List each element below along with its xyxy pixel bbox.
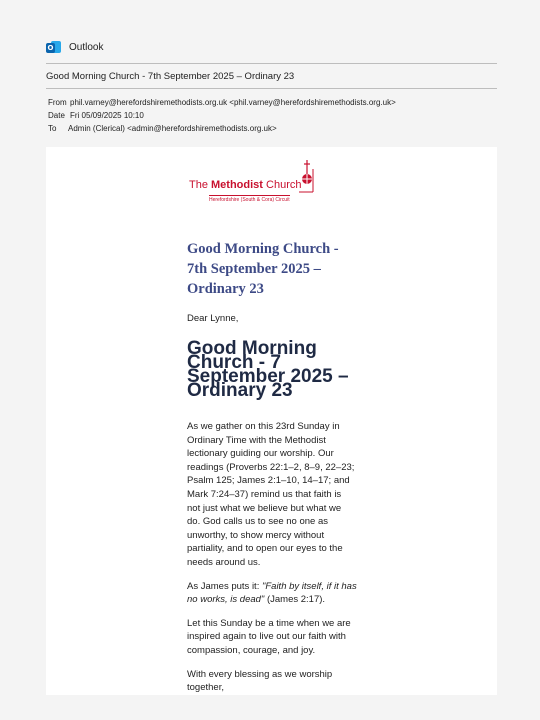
- date-row: [48, 109, 396, 122]
- inspiration-paragraph: Let this Sunday be a time when we are inspired again to live out our faith with compassion, courage, and joy.: [187, 617, 351, 656]
- from-label: From: [48, 98, 67, 107]
- date-label: Date: [48, 111, 65, 120]
- date-value: Fri 05/09/2025 10:10: [70, 111, 144, 120]
- james-quote: "Faith by itself, if it has no works, is dead": [187, 580, 357, 606]
- outlook-logo-icon: O: [46, 40, 61, 55]
- to-label: To: [48, 124, 57, 133]
- blessing-paragraph: With every blessing as we worship together,: [187, 668, 333, 694]
- from-value: phil.varney@herefordshiremethodists.org.uk <phil.varney@herefordshiremethodists.org.uk>: [70, 98, 396, 107]
- app-name: Outlook: [69, 41, 104, 53]
- serif-heading: Good Morning Church - 7th September 2025 – Ordinary 23: [187, 241, 339, 297]
- logo-subtitle: Herefordshire (South & Cora) Circuit: [209, 197, 290, 203]
- greeting: Dear Lynne,: [187, 313, 239, 324]
- email-body: [46, 147, 497, 695]
- to-value: Admin (Clerical) <admin@herefordshiremethodists.org.uk>: [68, 124, 277, 133]
- logo-text: The Methodist Church: [189, 179, 302, 191]
- james-quote-paragraph: As James puts it: "Faith by itself, if it has no works, is dead" (James 2:17).: [187, 580, 357, 606]
- intro-paragraph: As we gather on this 23rd Sunday in Ordinary Time with the Methodist lectionary guiding our worship. Our readings (Proverbs 22:1–2, 8–9, 22–23; Psalm 125; James 2:1–10, 14–17; and Mark 7:24–37) remind us that faith is not just what we believe but what we do. God calls us to see no one as unworthy, to show mercy without partiality, and to open our eyes to the needs around us.: [187, 421, 355, 568]
- email-subject: Good Morning Church - 7th September 2025 – Ordinary 23: [46, 71, 295, 82]
- header-divider: [46, 63, 497, 64]
- subject-divider: [46, 88, 497, 89]
- cross-and-flame-icon: [299, 159, 315, 193]
- to-row: [48, 122, 396, 135]
- email-content: [187, 239, 357, 695]
- methodist-church-logo: [189, 159, 319, 201]
- main-heading: Good Morning Church - 7 September 2025 – Ordinary 23: [187, 338, 349, 401]
- from-row: [48, 96, 396, 109]
- app-header: [46, 38, 103, 56]
- email-metadata: [48, 96, 396, 135]
